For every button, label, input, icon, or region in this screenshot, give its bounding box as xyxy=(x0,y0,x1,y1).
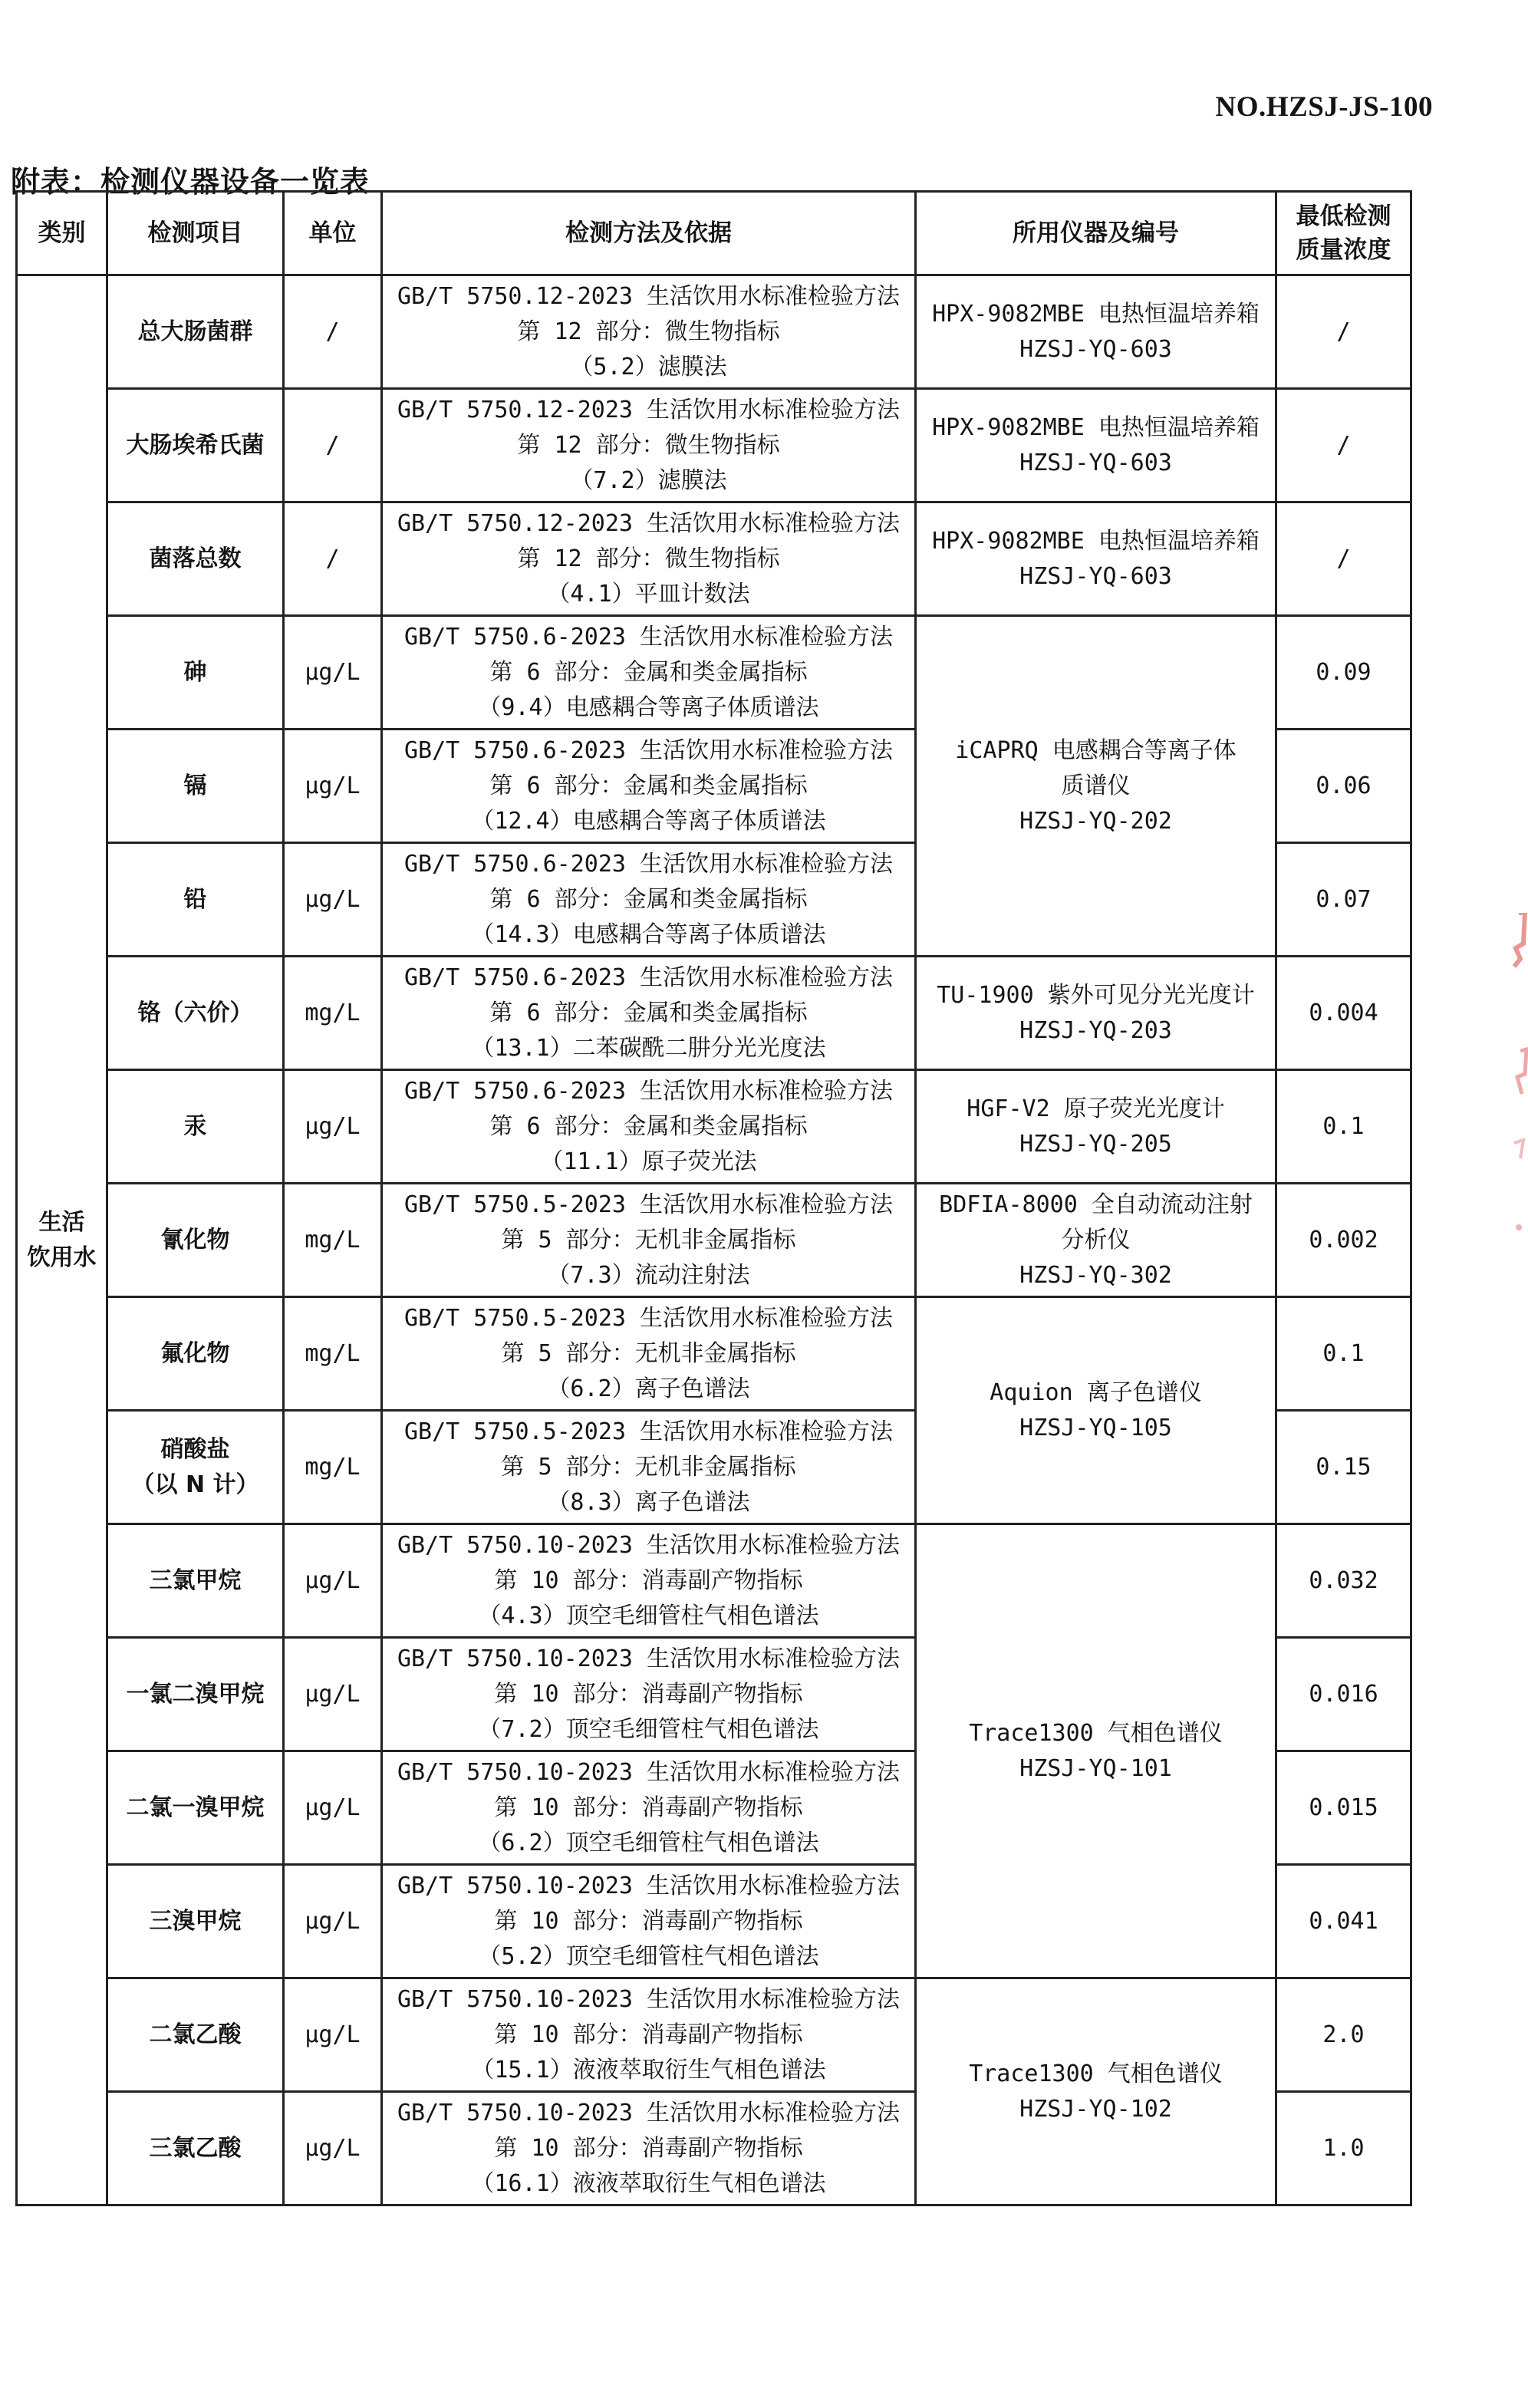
table-row xyxy=(17,957,1411,1070)
instrument-line: HPX-9082MBE 电热恒温培养箱 xyxy=(932,300,1260,328)
item-cell xyxy=(107,1184,284,1297)
header-instrument: 所用仪器及编号 xyxy=(916,192,1276,275)
method-line: GB/T 5750.10-2023 生活饮用水标准检验方法 xyxy=(397,1531,901,1559)
table-row xyxy=(17,616,1411,730)
header-row xyxy=(17,192,1411,275)
instrument-line: BDFIA-8000 全自动流动注射 xyxy=(939,1191,1253,1218)
method-line: （4.1）平皿计数法 xyxy=(547,580,750,608)
table-row xyxy=(17,1524,1411,1638)
item-cell xyxy=(107,1524,284,1638)
item-cell xyxy=(107,616,284,730)
item-name: 氰化物 xyxy=(160,1226,230,1253)
instrument-line: HZSJ-YQ-105 xyxy=(1019,1414,1172,1441)
method-line: GB/T 5750.6-2023 生活饮用水标准检验方法 xyxy=(403,964,894,991)
instrument-line: 质谱仪 xyxy=(1061,772,1131,799)
method-line: （13.1）二苯碳酰二肼分光光度法 xyxy=(471,1034,826,1062)
unit-cell: μg/L xyxy=(284,1978,382,2092)
item-cell xyxy=(107,730,284,843)
method-line: 第 12 部分：微生物指标 xyxy=(517,545,780,572)
method-cell xyxy=(382,1524,916,1638)
table-body xyxy=(17,275,1411,2205)
limit-cell: 0.041 xyxy=(1276,1865,1411,1978)
item-name-note: （以 N 计） xyxy=(131,1471,259,1498)
limit-cell: / xyxy=(1276,389,1411,502)
unit-cell: / xyxy=(284,502,382,616)
instrument-line: iCAPRQ 电感耦合等离子体 xyxy=(955,736,1237,764)
instrument-line: HZSJ-YQ-205 xyxy=(1019,1130,1172,1158)
instrument-line: HZSJ-YQ-603 xyxy=(1019,335,1172,363)
method-line: 第 10 部分：消毒副产物指标 xyxy=(494,1680,803,1708)
method-line: （14.3）电感耦合等离子体质谱法 xyxy=(471,921,826,948)
method-line: 第 6 部分：金属和类金属指标 xyxy=(489,999,808,1026)
unit-cell: μg/L xyxy=(284,1751,382,1865)
method-line: GB/T 5750.10-2023 生活饮用水标准检验方法 xyxy=(397,1645,901,1672)
method-line: （8.3）离子色谱法 xyxy=(547,1488,750,1516)
item-cell xyxy=(107,1865,284,1978)
item-cell xyxy=(107,1638,284,1751)
item-name: 铬（六价） xyxy=(137,999,253,1026)
instrument-line: Trace1300 气相色谱仪 xyxy=(969,1719,1223,1747)
red-stamp-edge xyxy=(1497,913,1528,1243)
item-name: 总大肠菌群 xyxy=(137,318,253,345)
method-cell xyxy=(382,1411,916,1524)
method-line: GB/T 5750.10-2023 生活饮用水标准检验方法 xyxy=(397,2099,901,2126)
method-line: （7.2）顶空毛细管柱气相色谱法 xyxy=(478,1715,819,1743)
method-line: （11.1）原子荧光法 xyxy=(540,1148,757,1175)
header-item: 检测项目 xyxy=(107,192,284,275)
instrument-line: HGF-V2 原子荧光光度计 xyxy=(967,1095,1225,1122)
item-name: 三氯乙酸 xyxy=(149,2134,242,2162)
method-line: GB/T 5750.6-2023 生活饮用水标准检验方法 xyxy=(403,1077,894,1105)
method-line: （5.2）顶空毛细管柱气相色谱法 xyxy=(478,1942,819,1970)
table-caption: 附表：检测仪器设备一览表 xyxy=(11,165,370,199)
limit-cell: / xyxy=(1276,275,1411,389)
limit-cell: 0.06 xyxy=(1276,730,1411,843)
method-line: 第 6 部分：金属和类金属指标 xyxy=(489,885,808,913)
method-line: （12.4）电感耦合等离子体质谱法 xyxy=(471,807,826,835)
instrument-line: HZSJ-YQ-302 xyxy=(1019,1261,1172,1289)
method-line: （4.3）顶空毛细管柱气相色谱法 xyxy=(478,1602,819,1629)
limit-cell: 0.1 xyxy=(1276,1070,1411,1184)
item-cell xyxy=(107,957,284,1070)
item-name: 硝酸盐 xyxy=(160,1435,230,1463)
method-line: 第 6 部分：金属和类金属指标 xyxy=(489,1112,808,1140)
table-row xyxy=(17,275,1411,389)
method-cell xyxy=(382,1865,916,1978)
method-line: 第 10 部分：消毒副产物指标 xyxy=(494,1794,803,1821)
method-line: GB/T 5750.5-2023 生活饮用水标准检验方法 xyxy=(403,1418,894,1445)
table-row xyxy=(17,502,1411,616)
instrument-line: HZSJ-YQ-202 xyxy=(1019,807,1172,835)
method-line: 第 10 部分：消毒副产物指标 xyxy=(494,2021,803,2048)
method-cell xyxy=(382,957,916,1070)
method-line: 第 10 部分：消毒副产物指标 xyxy=(494,1566,803,1594)
method-cell xyxy=(382,616,916,730)
method-cell xyxy=(382,1638,916,1751)
instrument-line: TU-1900 紫外可见分光光度计 xyxy=(937,981,1255,1009)
item-cell xyxy=(107,1297,284,1411)
unit-cell: mg/L xyxy=(284,1411,382,1524)
method-cell xyxy=(382,1070,916,1184)
category-line2: 饮用水 xyxy=(27,1244,97,1271)
method-line: GB/T 5750.6-2023 生活饮用水标准检验方法 xyxy=(403,736,894,764)
instrument-line: HZSJ-YQ-101 xyxy=(1019,1754,1172,1782)
table-row xyxy=(17,1070,1411,1184)
item-name: 铅 xyxy=(183,885,207,913)
method-line: 第 12 部分：微生物指标 xyxy=(517,318,780,345)
limit-cell: 0.015 xyxy=(1276,1751,1411,1865)
instrument-line: HPX-9082MBE 电热恒温培养箱 xyxy=(932,413,1260,441)
instrument-table xyxy=(15,190,1412,2206)
method-line: （7.2）滤膜法 xyxy=(570,466,727,494)
unit-cell: mg/L xyxy=(284,957,382,1070)
method-line: GB/T 5750.10-2023 生活饮用水标准检验方法 xyxy=(397,1758,901,1786)
method-line: GB/T 5750.12-2023 生活饮用水标准检验方法 xyxy=(397,396,901,423)
method-cell xyxy=(382,389,916,502)
limit-cell: 0.032 xyxy=(1276,1524,1411,1638)
method-line: （5.2）滤膜法 xyxy=(570,353,727,380)
unit-cell: / xyxy=(284,275,382,389)
instrument-cell xyxy=(916,275,1276,389)
method-line: GB/T 5750.6-2023 生活饮用水标准检验方法 xyxy=(403,850,894,878)
instrument-cell xyxy=(916,502,1276,616)
method-line: 第 5 部分：无机非金属指标 xyxy=(501,1339,796,1367)
item-cell xyxy=(107,502,284,616)
unit-cell: μg/L xyxy=(284,1865,382,1978)
header-limit xyxy=(1276,192,1411,275)
header-limit-line2: 质量浓度 xyxy=(1296,236,1391,264)
unit-cell: μg/L xyxy=(284,1524,382,1638)
header-category: 类别 xyxy=(17,192,107,275)
limit-cell: 0.1 xyxy=(1276,1297,1411,1411)
method-cell xyxy=(382,275,916,389)
unit-cell: mg/L xyxy=(284,1184,382,1297)
item-cell xyxy=(107,1070,284,1184)
instrument-cell xyxy=(916,616,1276,957)
method-line: GB/T 5750.12-2023 生活饮用水标准检验方法 xyxy=(397,282,901,310)
instrument-line: HZSJ-YQ-603 xyxy=(1019,449,1172,476)
limit-cell: 1.0 xyxy=(1276,2092,1411,2205)
method-line: 第 6 部分：金属和类金属指标 xyxy=(489,658,808,686)
item-name: 三溴甲烷 xyxy=(149,1907,242,1935)
unit-cell: μg/L xyxy=(284,843,382,957)
item-name: 菌落总数 xyxy=(149,545,242,572)
limit-cell: 0.004 xyxy=(1276,957,1411,1070)
limit-cell: 0.09 xyxy=(1276,616,1411,730)
method-cell xyxy=(382,1751,916,1865)
instrument-cell xyxy=(916,1297,1276,1524)
method-line: （6.2）离子色谱法 xyxy=(547,1375,750,1402)
table-row xyxy=(17,1978,1411,2092)
method-line: 第 5 部分：无机非金属指标 xyxy=(501,1226,796,1253)
header-limit-line1: 最低检测 xyxy=(1296,203,1391,230)
category-cell xyxy=(17,275,107,2205)
item-name: 一氯二溴甲烷 xyxy=(126,1680,265,1708)
item-name: 砷 xyxy=(183,658,207,686)
unit-cell: μg/L xyxy=(284,2092,382,2205)
limit-cell: / xyxy=(1276,502,1411,616)
limit-cell: 0.016 xyxy=(1276,1638,1411,1751)
method-line: （9.4）电感耦合等离子体质谱法 xyxy=(478,693,819,721)
method-line: 第 10 部分：消毒副产物指标 xyxy=(494,1907,803,1935)
instrument-line: HZSJ-YQ-203 xyxy=(1019,1016,1172,1044)
instrument-line: HZSJ-YQ-102 xyxy=(1019,2095,1172,2123)
item-cell xyxy=(107,2092,284,2205)
instrument-cell xyxy=(916,1524,1276,1978)
unit-cell: mg/L xyxy=(284,1297,382,1411)
item-cell xyxy=(107,843,284,957)
method-cell xyxy=(382,843,916,957)
limit-cell: 0.15 xyxy=(1276,1411,1411,1524)
item-name: 三氯甲烷 xyxy=(149,1566,242,1594)
method-line: GB/T 5750.10-2023 生活饮用水标准检验方法 xyxy=(397,1872,901,1899)
unit-cell: μg/L xyxy=(284,730,382,843)
method-line: 第 6 部分：金属和类金属指标 xyxy=(489,772,808,799)
unit-cell: μg/L xyxy=(284,1070,382,1184)
item-name: 二氯一溴甲烷 xyxy=(126,1794,265,1821)
table-row xyxy=(17,389,1411,502)
item-name: 大肠埃希氏菌 xyxy=(126,431,265,459)
method-line: （15.1）液液萃取衍生气相色谱法 xyxy=(471,2056,826,2084)
method-line: 第 12 部分：微生物指标 xyxy=(517,431,780,459)
method-line: GB/T 5750.5-2023 生活饮用水标准检验方法 xyxy=(403,1304,894,1332)
instrument-line: Aquion 离子色谱仪 xyxy=(990,1379,1202,1406)
instrument-line: 分析仪 xyxy=(1061,1226,1131,1253)
limit-cell: 0.07 xyxy=(1276,843,1411,957)
method-cell xyxy=(382,730,916,843)
item-cell xyxy=(107,275,284,389)
method-line: 第 5 部分：无机非金属指标 xyxy=(501,1453,796,1481)
header-unit: 单位 xyxy=(284,192,382,275)
instrument-cell xyxy=(916,1070,1276,1184)
instrument-line: Trace1300 气相色谱仪 xyxy=(969,2060,1223,2087)
method-cell xyxy=(382,502,916,616)
item-cell xyxy=(107,389,284,502)
method-line: GB/T 5750.12-2023 生活饮用水标准检验方法 xyxy=(397,509,901,537)
method-cell xyxy=(382,2092,916,2205)
item-name: 二氯乙酸 xyxy=(149,2021,242,2048)
instrument-line: HZSJ-YQ-603 xyxy=(1019,562,1172,590)
method-cell xyxy=(382,1184,916,1297)
instrument-line: HPX-9082MBE 电热恒温培养箱 xyxy=(932,527,1260,555)
method-line: 第 10 部分：消毒副产物指标 xyxy=(494,2134,803,2162)
item-name: 镉 xyxy=(183,772,207,799)
document-number: NO.HZSJ-JS-100 xyxy=(1215,91,1433,123)
method-line: （16.1）液液萃取衍生气相色谱法 xyxy=(471,2169,826,2197)
table-row xyxy=(17,1184,1411,1297)
method-line: （6.2）顶空毛细管柱气相色谱法 xyxy=(478,1829,819,1856)
instrument-cell xyxy=(916,957,1276,1070)
instrument-cell xyxy=(916,1978,1276,2205)
category-line1: 生活 xyxy=(38,1208,85,1236)
method-cell xyxy=(382,1978,916,2092)
method-line: GB/T 5750.6-2023 生活饮用水标准检验方法 xyxy=(403,623,894,651)
unit-cell: μg/L xyxy=(284,1638,382,1751)
item-cell xyxy=(107,1751,284,1865)
limit-cell: 0.002 xyxy=(1276,1184,1411,1297)
method-line: （7.3）流动注射法 xyxy=(547,1261,750,1289)
limit-cell: 2.0 xyxy=(1276,1978,1411,2092)
method-line: GB/T 5750.5-2023 生活饮用水标准检验方法 xyxy=(403,1191,894,1218)
item-cell xyxy=(107,1411,284,1524)
instrument-cell xyxy=(916,1184,1276,1297)
item-name: 氟化物 xyxy=(160,1339,230,1367)
table-row xyxy=(17,1297,1411,1411)
item-name: 汞 xyxy=(183,1112,207,1140)
item-cell xyxy=(107,1978,284,2092)
method-line: GB/T 5750.10-2023 生活饮用水标准检验方法 xyxy=(397,1985,901,2013)
unit-cell: μg/L xyxy=(284,616,382,730)
unit-cell: / xyxy=(284,389,382,502)
instrument-cell xyxy=(916,389,1276,502)
method-cell xyxy=(382,1297,916,1411)
header-method: 检测方法及依据 xyxy=(382,192,916,275)
